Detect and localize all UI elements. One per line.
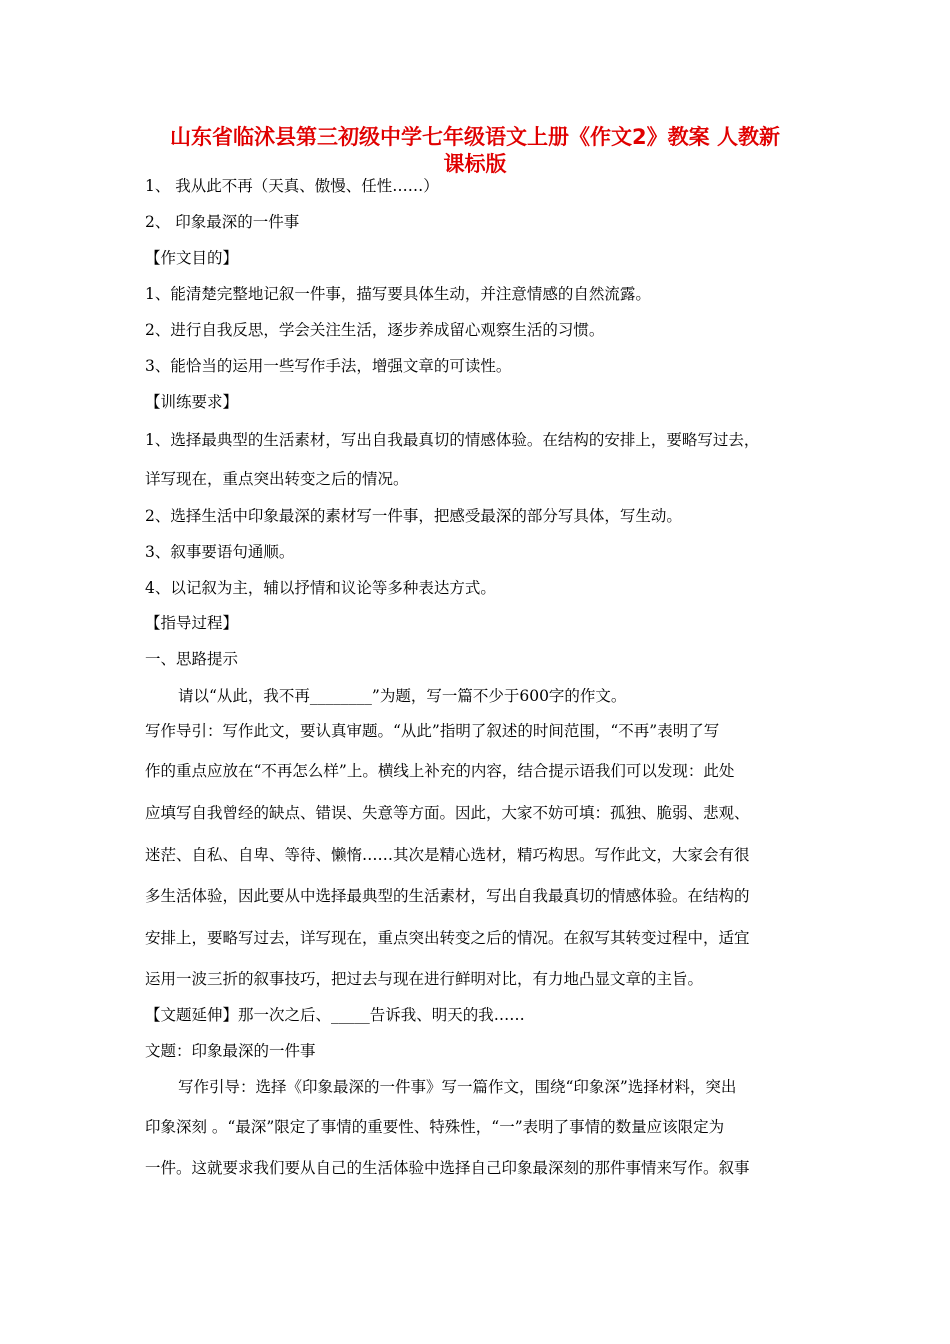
title-line-2: 课标版 [443,152,507,176]
essay-topic-label: 文题：印象最深的一件事 [145,1042,316,1060]
prompt-paragraph: 请以“从此，我不再________”为题，写一篇不少于600字的作文。 [178,687,627,705]
section-heading-purpose: 【作文目的】 [145,249,239,267]
requirement-item-2: 2、选择生活中印象最深的素材写一件事，把感受最深的部分写具体，写生动。 [145,507,682,525]
guide2-para-line-3: 一件。这就要求我们要从自己的生活体验中选择自己印象最深刻的那件事情来写作。叙事 [145,1159,750,1177]
document-title [100,124,850,178]
guide-para-line-3: 应填写自我曾经的缺点、错误、失意等方面。因此，大家不妨可填：孤独、脆弱、悲观、 [145,804,750,822]
purpose-item-1: 1、能清楚完整地记叙一件事，描写要具体生动，并注意情感的自然流露。 [145,285,651,303]
topic-1: 1、 我从此不再（天真、傲慢、任性……） [145,177,439,195]
guide2-para-line-1: 写作引导：选择《印象最深的一件事》写一篇作文，围绕“印象深”选择材料，突出 [178,1078,737,1096]
guide-para-line-4: 迷茫、自私、自卑、等待、懒惰……其次是精心选材，精巧构思。写作此文，大家会有很 [145,846,750,864]
section-heading-guidance: 【指导过程】 [145,614,239,632]
requirement-item-1: 1、选择最典型的生活素材，写出自我最真切的情感体验。在结构的安排上，要略写过去， [145,431,760,449]
guide-para-line-1: 写作导引：写作此文，要认真审题。“从此”指明了叙述的时间范围，“不再”表明了写 [145,722,720,740]
topic-2: 2、 印象最深的一件事 [145,213,300,231]
title-line-1: 山东省临沭县第三初级中学七年级语文上册《作文2》教案 人教新 [170,125,780,149]
guide2-para-line-2: 印象深刻 。“最深”限定了事情的重要性、特殊性，“一”表明了事情的数量应该限定为 [145,1118,725,1136]
guide-para-line-2: 作的重点应放在“不再怎么样”上。横线上补充的内容，结合提示语我们可以发现：此处 [145,762,735,780]
purpose-item-2: 2、进行自我反思，学会关注生活，逐步养成留心观察生活的习惯。 [145,321,605,339]
section-heading-requirements: 【训练要求】 [145,393,239,411]
requirement-item-1-cont: 详写现在，重点突出转变之后的情况。 [145,470,409,488]
guide-para-line-5: 多生活体验，因此要从中选择最典型的生活素材，写出自我最真切的情感体验。在结构的 [145,887,750,905]
subheading-idea-tips: 一、思路提示 [145,650,239,668]
guide-para-line-7: 运用一波三折的叙事技巧，把过去与现在进行鲜明对比，有力地凸显文章的主旨。 [145,970,704,988]
requirement-item-3: 3、叙事要语句通顺。 [145,543,295,561]
requirement-item-4: 4、以记叙为主，辅以抒情和议论等多种表达方式。 [145,579,496,597]
purpose-item-3: 3、能恰当的运用一些写作手法，增强文章的可读性。 [145,357,512,375]
section-heading-extension: 【文题延伸】那一次之后、_____告诉我、明天的我…… [145,1006,525,1024]
guide-para-line-6: 安排上，要略写过去，详写现在，重点突出转变之后的情况。在叙写其转变过程中，适宜 [145,929,750,947]
